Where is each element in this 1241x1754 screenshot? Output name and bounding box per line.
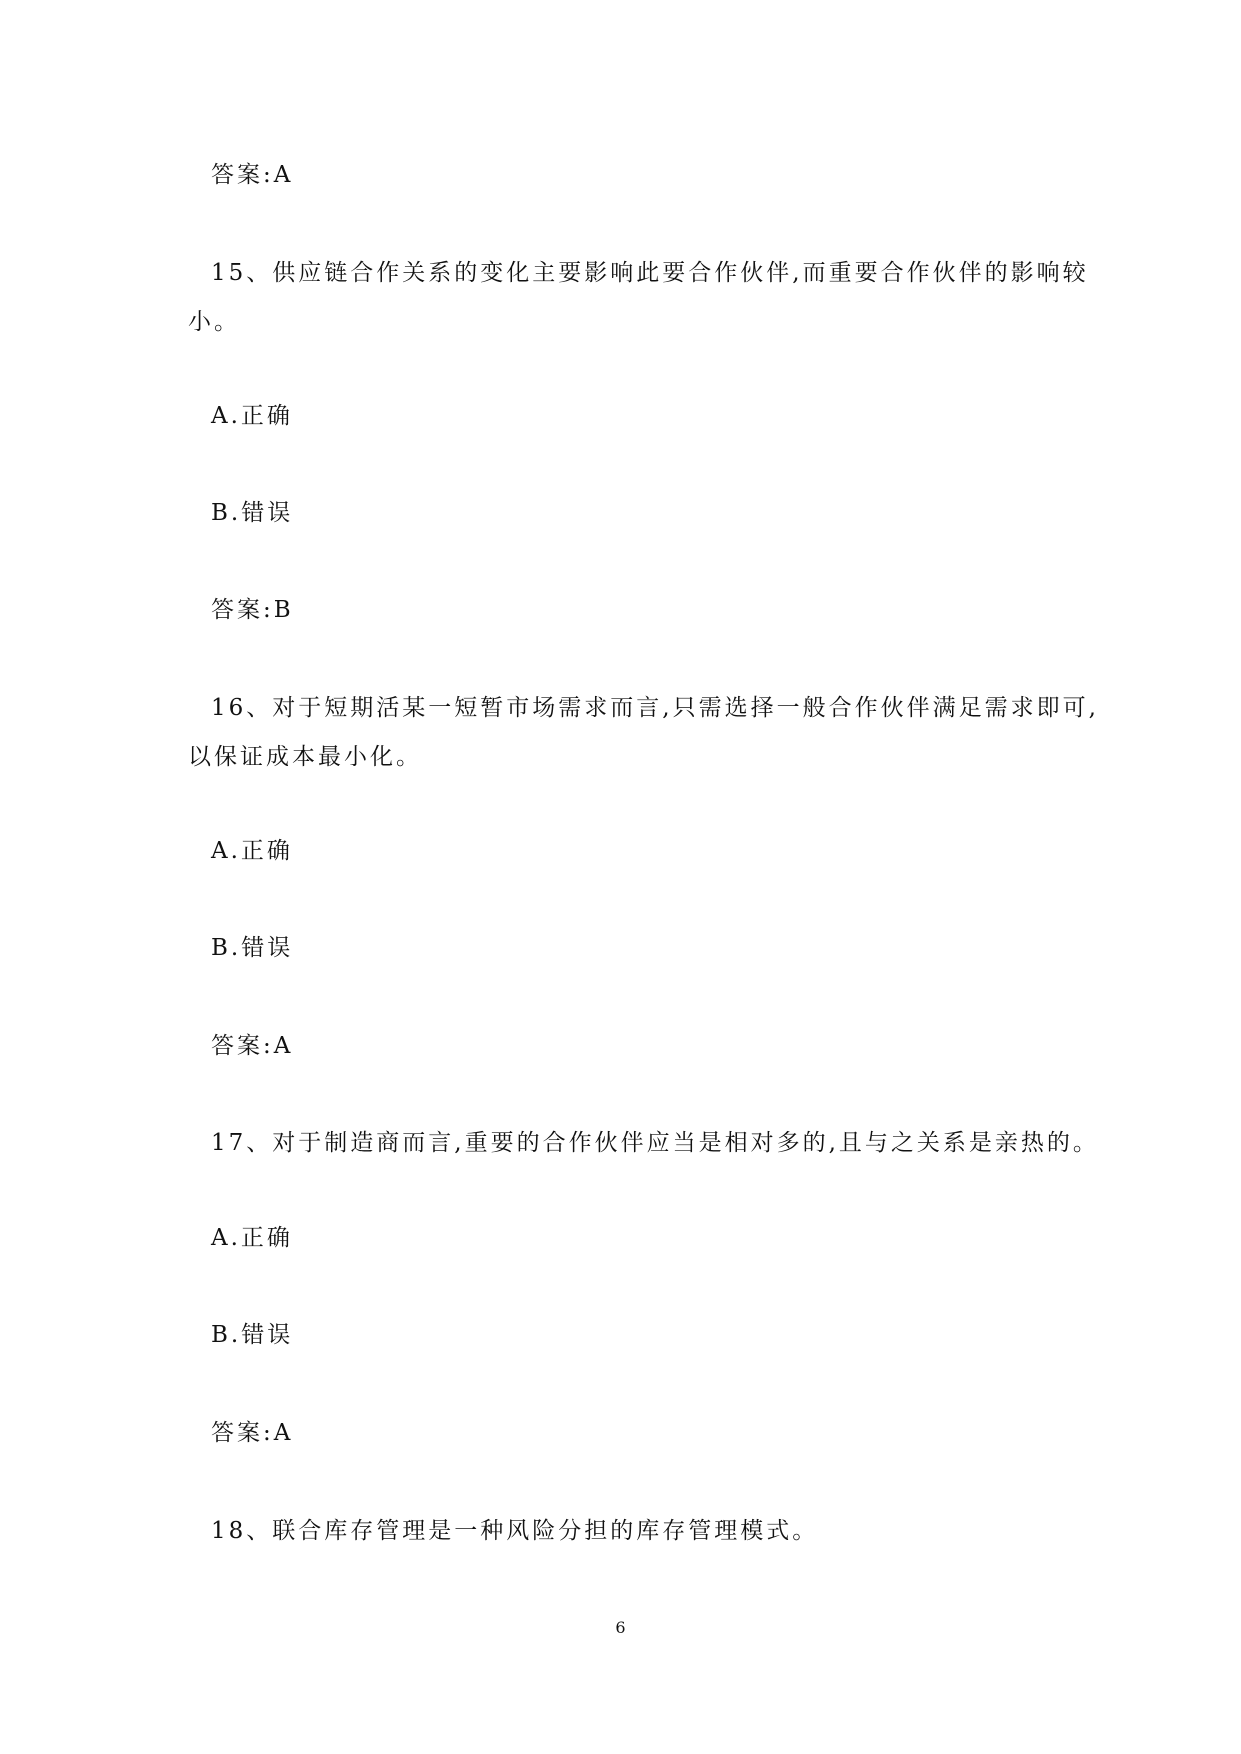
question-15-line-1: 15、供应链合作关系的变化主要影响此要合作伙伴,而重要合作伙伴的影响较 — [211, 260, 1089, 286]
answer-line: 答案:B — [211, 597, 294, 623]
question-18: 18、联合库存管理是一种风险分担的库存管理模式。 — [211, 1518, 819, 1544]
question-15-line-2: 小。 — [188, 309, 240, 335]
option-b: B.错误 — [211, 935, 294, 961]
answer-line: 答案:A — [211, 162, 294, 188]
option-a: A.正确 — [211, 1225, 293, 1251]
answer-line: 答案:A — [211, 1033, 294, 1059]
question-17: 17、对于制造商而言,重要的合作伙伴应当是相对多的,且与之关系是亲热的。 — [211, 1130, 1099, 1156]
answer-line: 答案:A — [211, 1420, 294, 1446]
option-a: A.正确 — [211, 403, 293, 429]
option-a: A.正确 — [211, 838, 293, 864]
option-b: B.错误 — [211, 500, 294, 526]
option-b: B.错误 — [211, 1322, 294, 1348]
question-16-line-1: 16、对于短期活某一短暂市场需求而言,只需选择一般合作伙伴满足需求即可, — [211, 695, 1099, 721]
question-16-line-2: 以保证成本最小化。 — [188, 744, 422, 770]
page-number: 6 — [615, 1618, 626, 1637]
